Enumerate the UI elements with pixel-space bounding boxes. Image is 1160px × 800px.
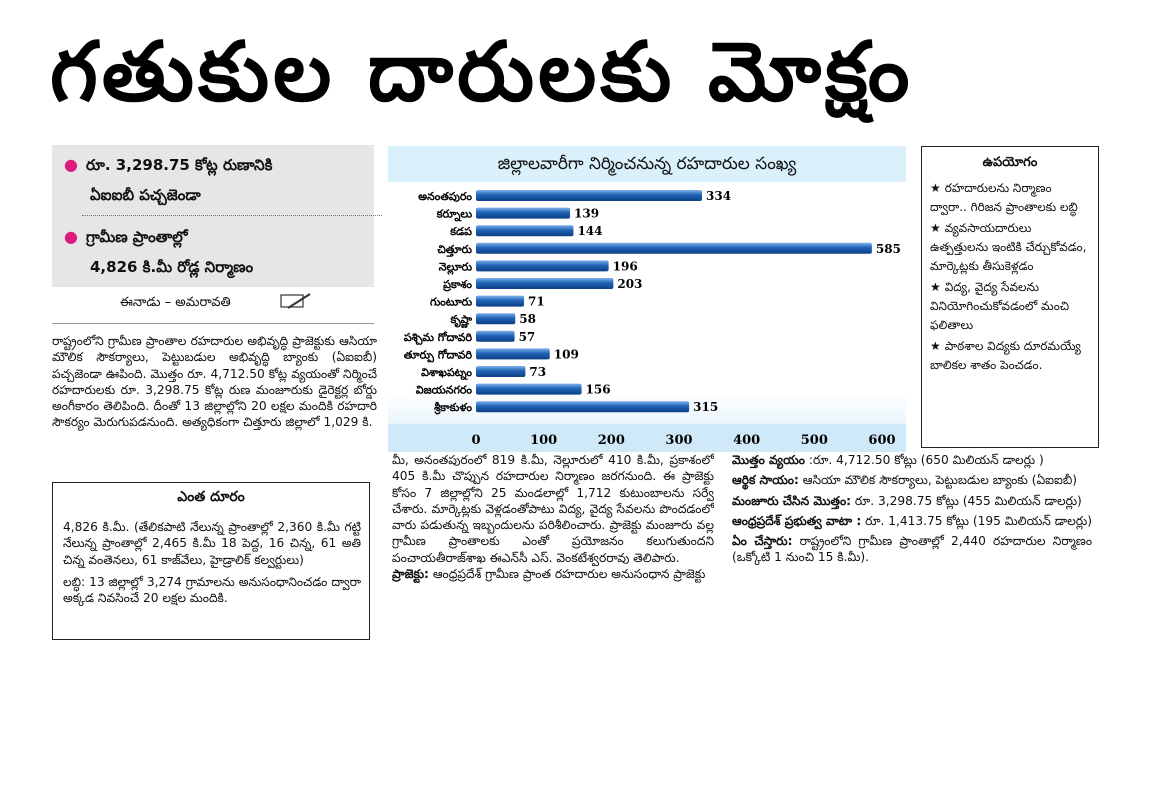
bar xyxy=(476,260,609,271)
bar xyxy=(476,313,515,324)
intro-paragraph: రాష్ట్రంలోని గ్రామీణ ప్రాంతాల రహదారుల అభివృద్ధి ప్రాజెక్టుకు ఆసియా మౌలిక సౌకర్యాలు, పెట్టుబడుల అభివృద్ధి బ్యాంకు (ఏఐఐబీ) పచ్చజెండా ఊపింది. మొత్తం రూ. 4,712.50 కోట్ల వ్యయంతో నిర్మించే రహదారులకు రూ. 3,298.75 కోట్ల రుణ మంజూరుకు డైరెక్టర్ల బోర్డు అంగీకారం తెలిపింది. దీంతో 13 జిల్లాల్లోని 20 లక్షల మందికి రహదారి సౌకర్యం మెరుగుపడనుంది. అత్యధికంగా చిత్తూరు జిల్లాలో 1,029 కి. xyxy=(52,334,377,430)
fact-line: ఆంధ్రప్రదేశ్ ప్రభుత్వ వాటా : రూ. 1,413.75 కోట్లు (195 మిలియన్ డాలర్లు) xyxy=(732,513,1092,528)
category-label: విజయనగరం xyxy=(415,383,472,397)
data-label: 334 xyxy=(706,189,732,203)
chart-area xyxy=(388,182,906,452)
bar xyxy=(476,348,550,359)
category-label: పశ్చిమ గోదావరి xyxy=(403,330,472,344)
distance-box xyxy=(52,482,370,640)
data-label: 109 xyxy=(553,347,579,362)
category-label: తూర్పు గోదావరి xyxy=(403,348,472,362)
bar xyxy=(476,225,573,236)
benefits-box xyxy=(921,146,1099,448)
category-label: కృష్ణా xyxy=(450,313,472,327)
data-label: 203 xyxy=(617,277,643,291)
article-paragraph: మీ, అనంతపురంలో 819 కి.మీ, నెల్లూరులో 410 కి.మీ, ప్రకాశంలో 405 కి.మీ చొప్పున రహదారుల నిర్మాణం జరగనుంది. ఈ ప్రాజెక్టు కోసం 7 జిల్లాల్లోని 25 మండలాల్లో 1,712 కుటుంబాలను సర్వే చేశారు. మార్కెట్లకు వెళ్లడంతోపాటు విద్య, వైద్య సేవలను పొందడంలో వారు పడుతున్న ఇబ్బందులను పరిశీలించారు. ప్రాజెక్టు మంజూరు వల్ల గ్రామీణ ప్రాంతాలకు ఎంతో ప్రయోజనం కలుగుతుందని పంచాయతీరాజ్‌శాఖ ఈఎన్‌సీ ఎస్. వెంకటేశ్వరరావు తెలిపారు. xyxy=(392,453,714,565)
category-label: గుంటూరు xyxy=(430,295,472,309)
byline-rule xyxy=(52,323,374,324)
highlight-1-line2: ఏఐఐబీ పచ్చజెండా xyxy=(90,186,201,204)
bar xyxy=(476,366,525,377)
category-label: చిత్తూరు xyxy=(437,242,472,256)
distance-title: ఎంత దూరం xyxy=(177,489,245,505)
byline: ఈనాడు – అమరావతి xyxy=(120,295,231,310)
benefit-item: ★ వ్యవసాయదారులు ఉత్పత్తులను ఇంటికి చేర్చుకోవడం, మార్కెట్లకు తీసుకెళ్లడం xyxy=(930,221,1087,273)
chart-panel xyxy=(388,146,906,452)
data-label: 57 xyxy=(518,329,536,344)
category-label: కర్నూలు xyxy=(436,207,472,221)
distance-para-2: లబ్ధి: 13 జిల్లాల్లో 3,274 గ్రామాలను అనుసంధానించడం ద్వారా అక్కడ నివసించే 20 లక్షల మందికి. xyxy=(63,574,361,606)
category-label: నెల్లూరు xyxy=(438,260,472,274)
distance-body xyxy=(63,519,361,606)
data-label: 315 xyxy=(693,400,719,415)
category-label: కడప xyxy=(450,225,472,239)
benefit-item: ★ విద్య, వైద్య సేవలను వినియోగించుకోవడంలో మంచి ఫలితాలు xyxy=(930,280,1070,332)
bar-chart xyxy=(388,182,906,452)
project-label: ప్రాజెక్టు: xyxy=(392,567,429,582)
benefit-item: ★ రహదారులను నిర్మాణం ద్వారా.. గిరిజన ప్రాంతాలకు లబ్ధి xyxy=(930,181,1078,214)
distance-para-1: 4,826 కి.మీ. (తేలికపాటి నేలున్న ప్రాంతాల్లో 2,360 కి.మీ గట్టి నేలున్న ప్రాంతాల్లో 2,465 కి.మీ 18 పెద్ద, 16 చిన్న, 61 అతి చిన్న వంతెనలు, 61 కాజ్‌వేలు, హైడ్రాలిక్ కల్వర్టులు) xyxy=(63,520,361,567)
highlight-box xyxy=(52,145,374,287)
project-line xyxy=(392,566,714,582)
bar xyxy=(476,243,872,254)
bar xyxy=(476,278,613,289)
headline: గతుకుల దారులకు మోక్షం xyxy=(50,25,914,120)
category-label: విశాఖపట్నం xyxy=(421,366,472,379)
highlight-2-line1: ● గ్రామీణ ప్రాంతాల్లో xyxy=(64,227,188,246)
bar xyxy=(476,208,570,219)
data-label: 144 xyxy=(577,224,603,239)
star-icon: ★ xyxy=(930,181,941,195)
data-label: 585 xyxy=(875,241,901,256)
article-column-2 xyxy=(392,452,714,642)
bar xyxy=(476,190,702,201)
category-label: ప్రకాశం xyxy=(443,278,472,291)
bar xyxy=(476,331,515,342)
project-text: ఆంధ్రప్రదేశ్ గ్రామీణ ప్రాంత రహదారుల అనుసంధాన ప్రాజెక్టు xyxy=(432,567,706,582)
data-label: 196 xyxy=(612,259,638,274)
bar xyxy=(476,384,582,395)
category-label: శ్రీకాకుళం xyxy=(434,401,472,415)
fact-line: మొత్తం వ్యయం :రూ. 4,712.50 కోట్లు (650 మిలియన్ డాలర్లు ) xyxy=(732,453,1044,467)
x-tick-label: 0 xyxy=(471,433,481,448)
data-label: 58 xyxy=(519,312,536,327)
data-label: 139 xyxy=(574,206,600,221)
highlight-1-line1: ● రూ. 3,298.75 కోట్ల రుణానికి xyxy=(64,155,273,174)
article-column-3 xyxy=(732,452,1092,642)
star-icon: ★ xyxy=(930,339,941,353)
x-tick-label: 600 xyxy=(868,433,896,448)
x-tick-label: 200 xyxy=(597,433,625,448)
chart-title: జిల్లాలవారీగా నిర్మించనున్న రహదారుల సంఖ్య xyxy=(388,146,906,182)
star-icon: ★ xyxy=(930,280,941,294)
benefits-list xyxy=(930,179,1092,377)
bar xyxy=(476,296,524,307)
x-tick-label: 500 xyxy=(800,433,828,448)
x-tick-label: 300 xyxy=(665,433,693,448)
bar xyxy=(476,401,689,412)
star-icon: ★ xyxy=(930,221,941,235)
data-label: 71 xyxy=(528,294,545,309)
highlight-2-line2: 4,826 కి.మీ రోడ్ల నిర్మాణం xyxy=(90,258,254,276)
category-label: అనంతపురం xyxy=(418,190,472,203)
bullet-icon: ● xyxy=(64,155,78,174)
fact-line: ఆర్థిక సాయం: ఆసియా మౌలిక సౌకర్యాలు, పెట్టుబడుల బ్యాంకు (ఏఐఐబీ) xyxy=(732,473,1078,488)
pen-icon xyxy=(280,292,314,310)
x-tick-label: 400 xyxy=(733,433,761,448)
data-label: 156 xyxy=(585,382,611,397)
fact-line: ఏం చేస్తారు: రాష్ట్రంలోని గ్రామీణ ప్రాంతాల్లో 2,440 రహదారుల నిర్మాణం (ఒక్కోటి 1 నుంచి 15 కి.మీ). xyxy=(732,534,1092,565)
benefit-item: ★ పాఠశాల విద్యకు దూరమయ్యే బాలికల శాతం పెంచడం. xyxy=(930,339,1081,372)
bullet-icon: ● xyxy=(64,227,78,246)
x-tick-label: 100 xyxy=(530,433,558,448)
highlight-separator xyxy=(82,215,382,216)
benefits-title: ఉపయోగం xyxy=(982,155,1038,170)
data-label: 73 xyxy=(529,365,547,379)
fact-line: మంజూరు చేసిన మొత్తం: రూ. 3,298.75 కోట్లు (455 మిలియన్ డాలర్లు) xyxy=(732,493,1082,508)
